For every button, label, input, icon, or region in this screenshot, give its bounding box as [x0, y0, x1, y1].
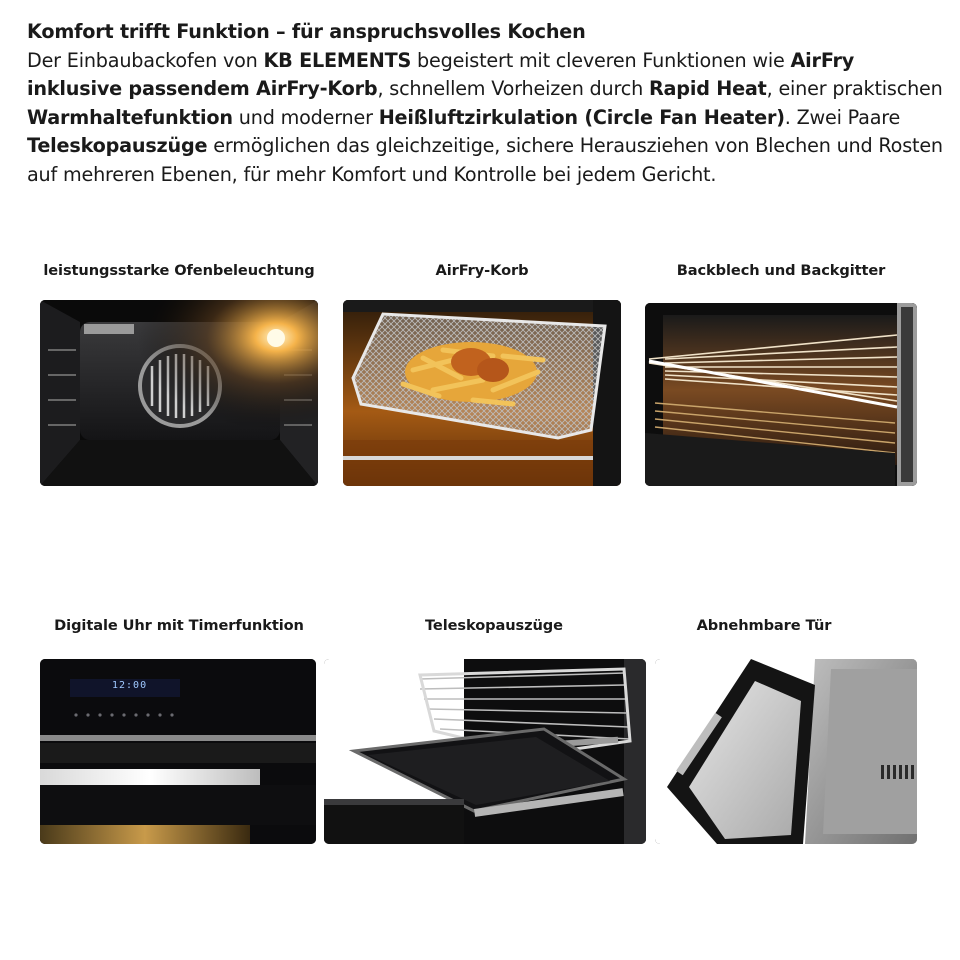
tray-rack-image [645, 303, 917, 486]
caption-removable-door: Abnehmbare Tür [696, 617, 832, 634]
tray-and-rack-photo [645, 303, 917, 486]
airfry-basket-image [343, 300, 621, 486]
clock-display: 12:00 [112, 680, 148, 691]
caption-digital-clock: Digitale Uhr mit Timerfunktion [54, 617, 304, 634]
caption-tray-rack: Backblech und Backgitter [676, 262, 886, 279]
telescopic-rails-photo [324, 659, 646, 844]
telescopic-rails-image [324, 659, 646, 844]
oven-light-image [40, 300, 318, 486]
intro-heading: Komfort trifft Funktion – für anspruchsvolles Kochen [27, 20, 586, 43]
caption-oven-light: leistungsstarke Ofenbeleuchtung [43, 262, 315, 279]
digital-clock-image [40, 659, 316, 844]
caption-airfry-basket: AirFry-Korb [435, 262, 529, 279]
airfry-basket-photo [343, 300, 621, 486]
oven-light-photo [40, 300, 318, 486]
digital-clock-photo [40, 659, 316, 844]
intro-paragraph: Der Einbaubackofen von KB ELEMENTS begeistert mit cleveren Funktionen wie AirFry inklusive passendem AirFry-Korb, schnellem Vorheizen durch Rapid Heat, einer praktischen Warmhaltefunktion und moderner Heißluftzirkulation (Circle Fan Heater). Zwei Paare Teleskopauszüge ermöglichen das gleichzeitige, sichere Herausziehen von Blechen und Rosten auf mehreren Ebenen, für mehr Komfort und Kontrolle bei jedem Gericht. [27, 48, 943, 186]
intro-text [27, 18, 947, 189]
removable-door-photo [655, 659, 917, 844]
removable-door-image [655, 659, 917, 844]
caption-telescopic-rails: Teleskopauszüge [425, 617, 563, 634]
